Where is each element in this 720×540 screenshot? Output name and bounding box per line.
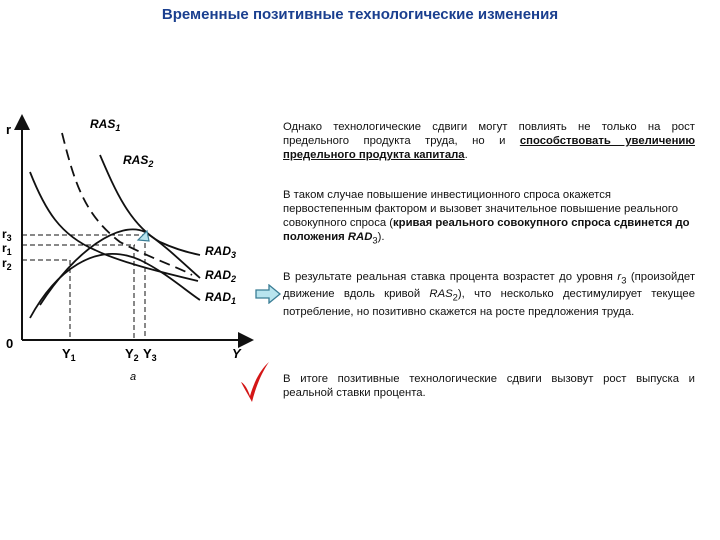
y-axis-label: r <box>6 122 12 137</box>
ras2-label: $RAS_2$ <box>123 153 154 169</box>
rad1-curve <box>30 254 200 318</box>
intersection-arrow-icon <box>138 231 149 241</box>
rad2-label: $RAD_2$ <box>205 268 237 284</box>
paragraph-2: В таком случае повышение инвестиционного спроса окажется первостепенным фактором и вызовет значительное повышение реального совокупного спроса (кривая реального совокупного спроса сдвинется до положения $RAD_3$). <box>283 189 690 246</box>
is-lm-graph <box>0 100 285 390</box>
r3-label: $r_3$ <box>2 227 12 243</box>
y1-label: $Y_1$ <box>62 346 76 363</box>
ras2-curve <box>30 172 198 281</box>
checkmark-icon <box>238 360 272 404</box>
guide-lines <box>22 235 145 340</box>
rad1-label: $RAD_1$ <box>205 290 237 306</box>
y2-label: $Y_2$ <box>125 346 139 363</box>
page-title: Временные позитивные технологические изменения <box>161 6 559 23</box>
r2-label: $r_2$ <box>2 256 12 272</box>
paragraph-3: В результате реальная ставка процента возрастет до уровня $r_3$ (произойдет движение вдоль кривой $RAS_2$), что несколько дестимулирует текущее потребление, но позитивно скажется на росте предложения труда. <box>283 271 695 318</box>
paragraph-4: В итоге позитивные технологические сдвиги вызовут рост выпуска и реальной ставки процента. <box>283 373 695 399</box>
x-axis-label: Y <box>232 346 241 361</box>
r1-label: $r_1$ <box>2 241 12 257</box>
rad3-curve <box>100 155 200 255</box>
origin-label: 0 <box>6 336 14 351</box>
y3-label: $Y_3$ <box>143 346 157 363</box>
pointer-arrow-icon <box>254 284 282 304</box>
rad3-label: $RAD_3$ <box>205 244 237 260</box>
ras1-label: $RAS_1$ <box>90 117 121 133</box>
graph-caption: a <box>130 371 137 383</box>
paragraph-1: Однако технологические сдвиги могут повлиять не только на рост предельного продукта труда, но и способствовать увеличению предельного продукта капитала. <box>283 121 695 161</box>
